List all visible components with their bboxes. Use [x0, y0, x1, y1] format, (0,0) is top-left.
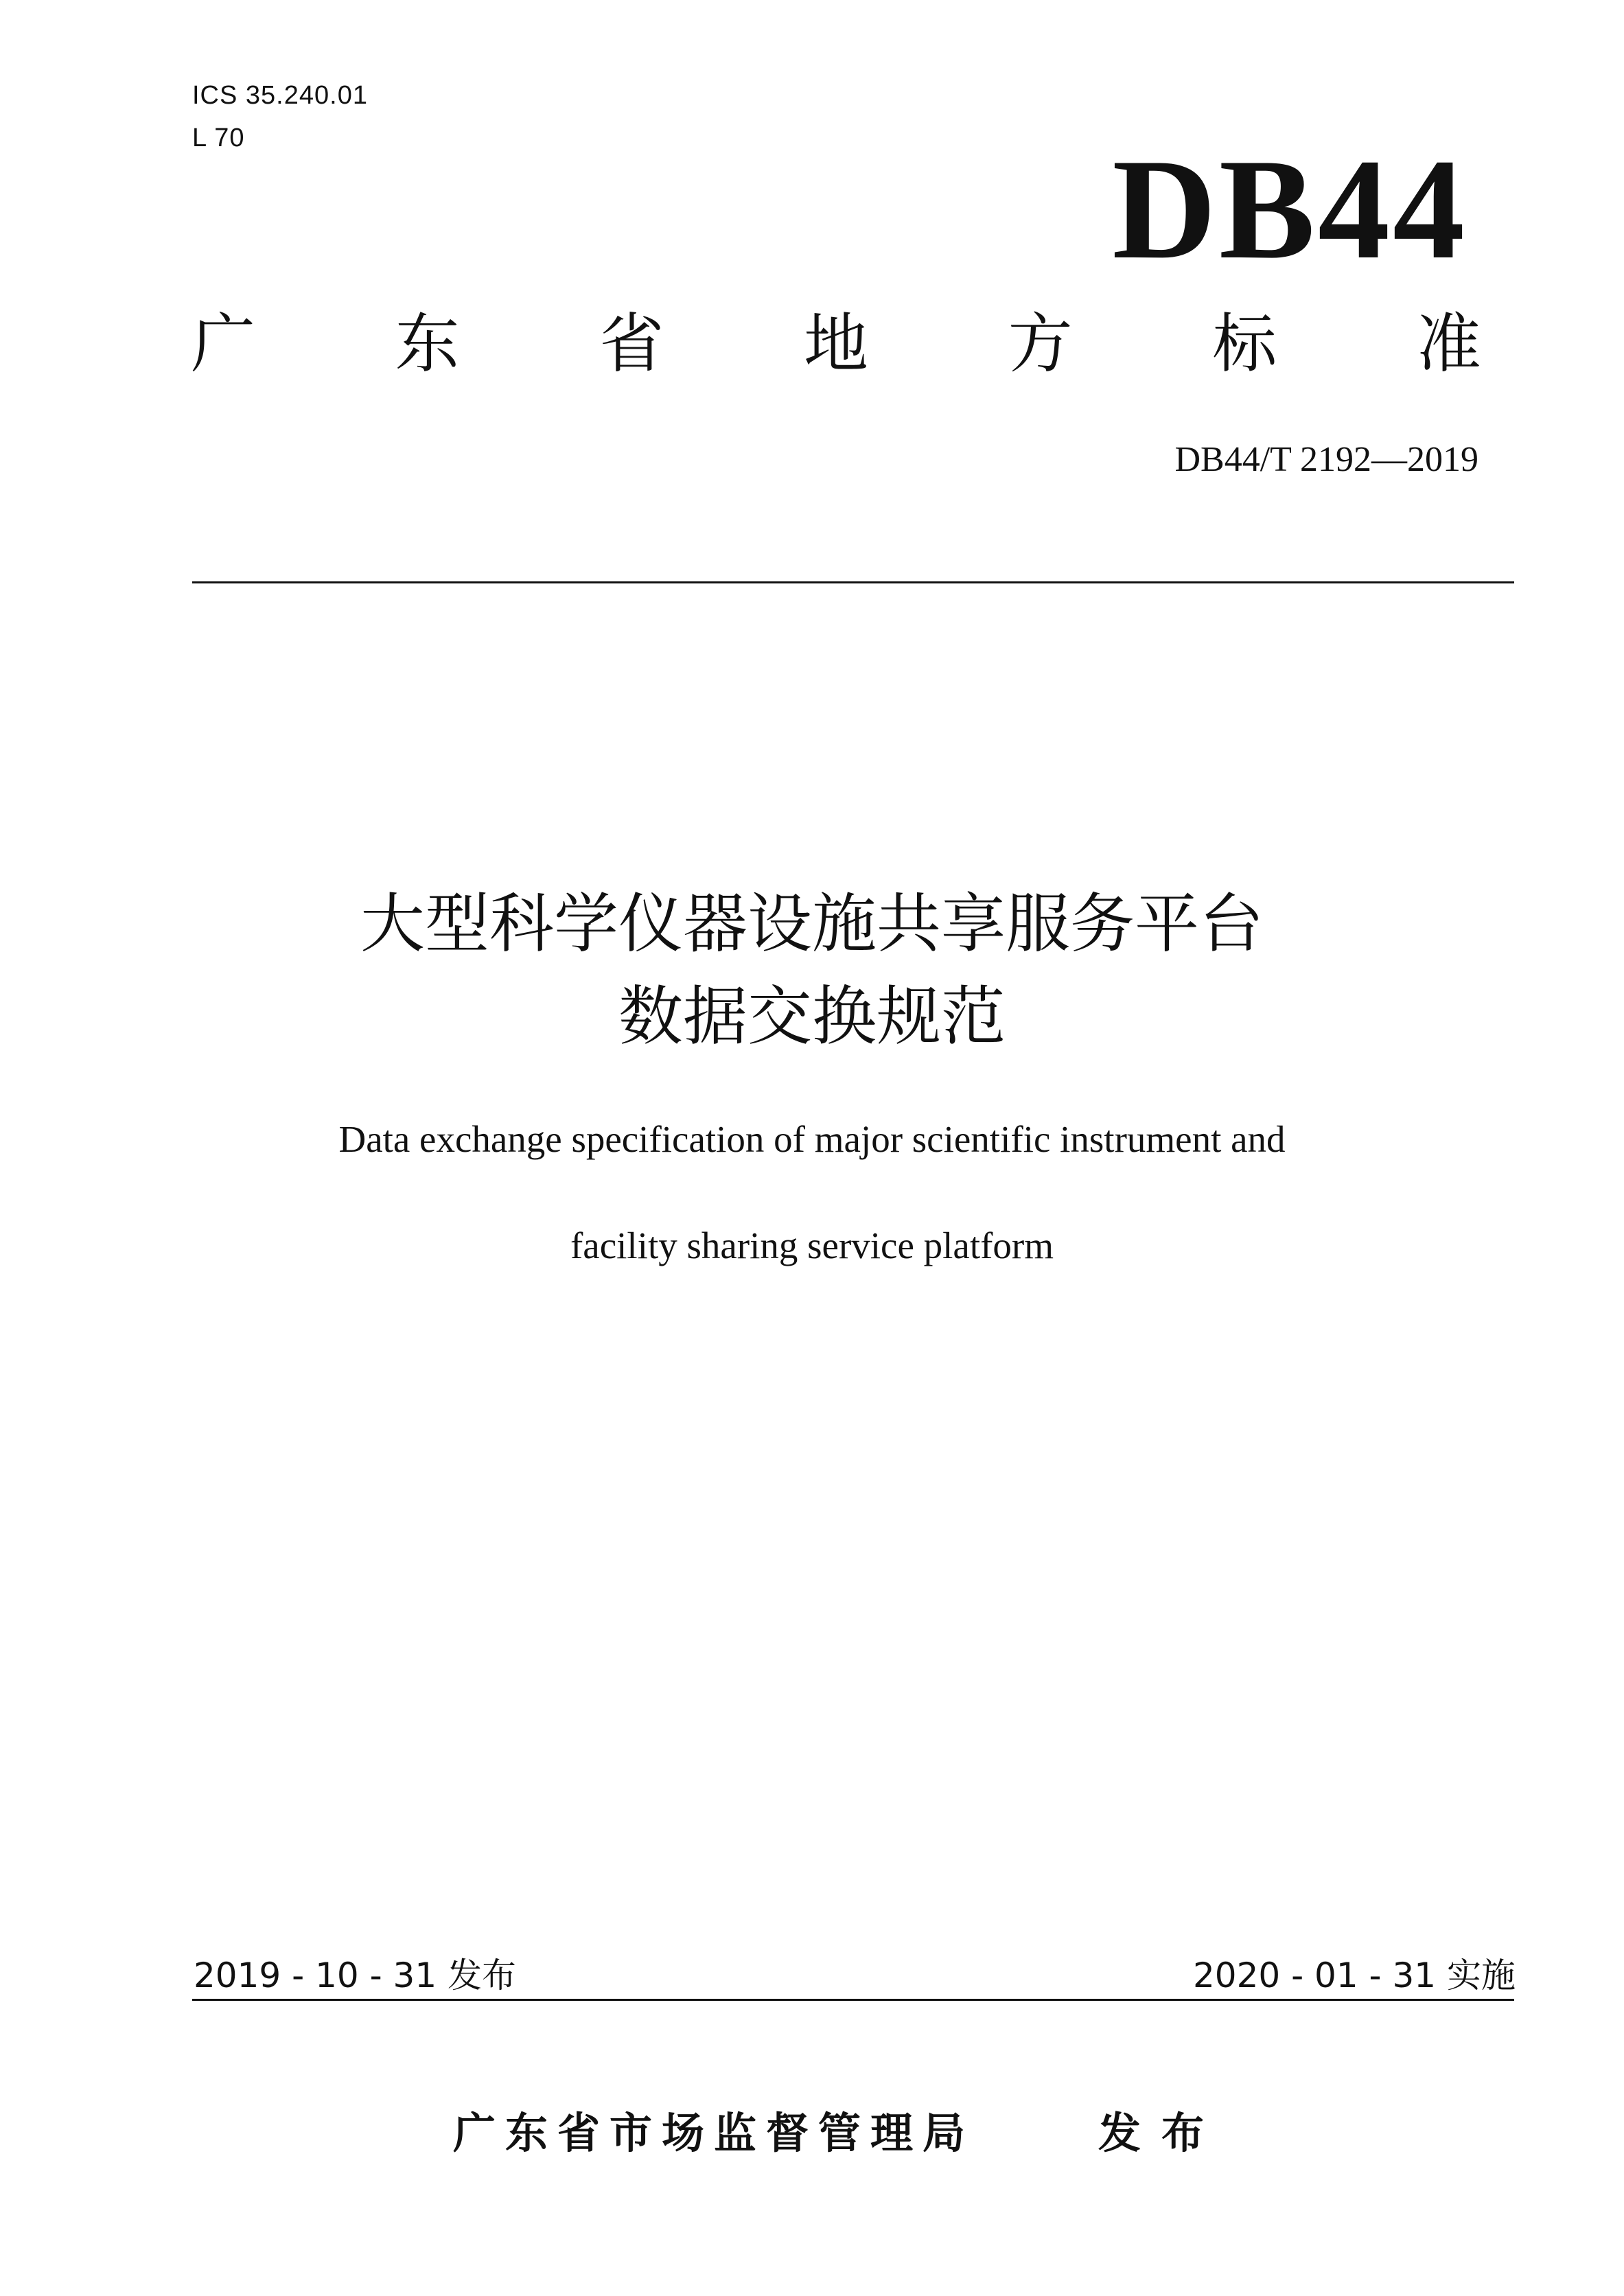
standard-code-mark: DB44 [1112, 130, 1468, 289]
ics-code: ICS 35.240.01 [192, 81, 368, 110]
issue-date: 2019 - 10 - 31 发布 [194, 1956, 517, 1995]
implementation-date: 2020 - 01 - 31 实施 [1192, 1956, 1516, 1995]
standard-type-char: 地 [803, 307, 868, 382]
standard-type-char: 标 [1212, 307, 1277, 382]
standard-type-char: 准 [1416, 307, 1481, 382]
top-divider [192, 581, 1514, 583]
standard-number: DB44/T 2192—2019 [1174, 440, 1478, 479]
title-english-line-1: Data exchange specification of major scientific instrument and [338, 1118, 1286, 1160]
standard-type-heading [191, 307, 1481, 382]
standard-type-char: 广 [191, 307, 256, 382]
standard-type-char: 方 [1008, 307, 1073, 382]
title-chinese-line-2: 数据交换规范 [618, 979, 1006, 1054]
bottom-divider [192, 1999, 1514, 2001]
ccs-code: L 70 [192, 124, 245, 152]
title-chinese-line-1: 大型科学仪器设施共享服务平台 [360, 887, 1264, 962]
title-english-line-2: facility sharing service platform [570, 1225, 1054, 1266]
publisher-name: 广东省市场监督管理局 [453, 2108, 975, 2158]
publish-label: 发布 [1098, 2108, 1225, 2158]
standard-type-char: 东 [395, 307, 460, 382]
standard-type-char: 省 [599, 307, 664, 382]
